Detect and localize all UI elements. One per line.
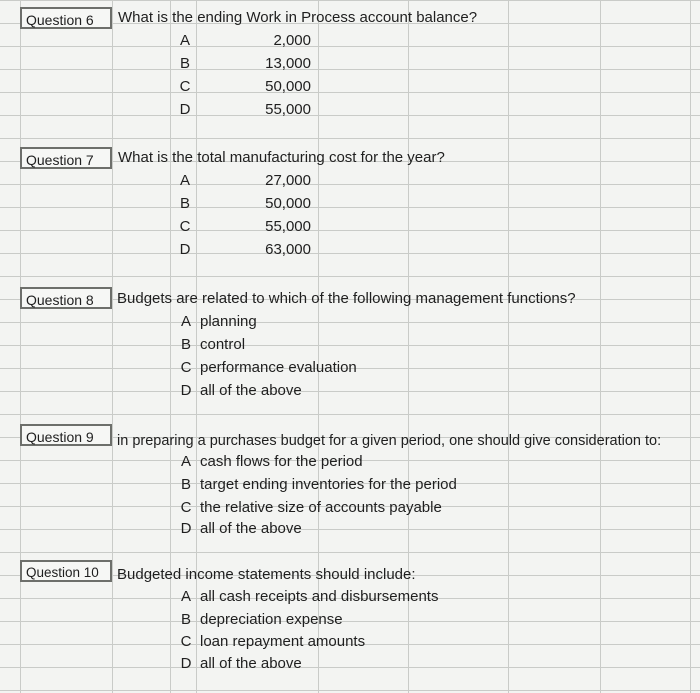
column-divider xyxy=(690,0,691,693)
option-value: all cash receipts and disbursements xyxy=(200,588,439,605)
question-text: What is the ending Work in Process account balance? xyxy=(118,9,478,26)
option-value: the relative size of accounts payable xyxy=(200,499,442,516)
option-value: 50,000 xyxy=(265,78,311,95)
column-divider xyxy=(112,0,113,693)
option-value: performance evaluation xyxy=(200,359,357,376)
column-divider xyxy=(600,0,601,693)
question-text: Budgets are related to which of the following management functions? xyxy=(117,290,576,307)
column-divider xyxy=(20,0,21,693)
option-letter: D xyxy=(180,655,192,672)
option-letter: A xyxy=(180,453,191,470)
option-value: all of the above xyxy=(200,520,302,537)
option-value: target ending inventories for the period xyxy=(200,476,457,493)
option-value: 50,000 xyxy=(265,195,311,212)
option-letter: D xyxy=(179,101,191,118)
column-divider xyxy=(508,0,509,693)
question-text: What is the total manufacturing cost for the year? xyxy=(118,149,445,166)
option-letter: A xyxy=(180,588,191,605)
option-letter: B xyxy=(180,476,191,493)
question-label[interactable]: Question 7 xyxy=(20,147,112,169)
option-letter: B xyxy=(179,195,190,212)
option-letter: D xyxy=(180,382,192,399)
option-value: loan repayment amounts xyxy=(200,633,366,650)
option-value: control xyxy=(200,336,246,353)
question-label[interactable]: Question 8 xyxy=(20,287,112,309)
option-value: all of the above xyxy=(200,382,302,399)
option-letter: C xyxy=(180,359,192,376)
option-value: 13,000 xyxy=(265,55,311,72)
option-letter: A xyxy=(180,313,191,330)
option-letter: D xyxy=(179,241,191,258)
option-letter: C xyxy=(179,78,191,95)
option-value: cash flows for the period xyxy=(200,453,363,470)
question-text: Budgeted income statements should include: xyxy=(117,566,416,583)
option-letter: B xyxy=(180,336,191,353)
option-letter: B xyxy=(179,55,190,72)
option-value: all of the above xyxy=(200,655,302,672)
question-label[interactable]: Question 10 xyxy=(20,560,112,582)
option-value: depreciation expense xyxy=(200,611,343,628)
option-letter: B xyxy=(180,611,191,628)
option-value: planning xyxy=(200,313,257,330)
question-text: in preparing a purchases budget for a given period, one should give consideration to: xyxy=(117,433,662,449)
option-letter: A xyxy=(179,172,190,189)
option-letter: C xyxy=(180,633,192,650)
option-value: 55,000 xyxy=(265,101,311,118)
option-letter: A xyxy=(179,32,190,49)
column-divider xyxy=(170,0,171,693)
column-divider xyxy=(196,0,197,693)
option-value: 63,000 xyxy=(265,241,311,258)
question-label[interactable]: Question 6 xyxy=(20,7,112,29)
option-value: 27,000 xyxy=(265,172,311,189)
option-letter: C xyxy=(180,499,192,516)
question-label[interactable]: Question 9 xyxy=(20,424,112,446)
option-letter: D xyxy=(180,520,192,537)
option-letter: C xyxy=(179,218,191,235)
option-value: 2,000 xyxy=(273,32,311,49)
option-value: 55,000 xyxy=(265,218,311,235)
